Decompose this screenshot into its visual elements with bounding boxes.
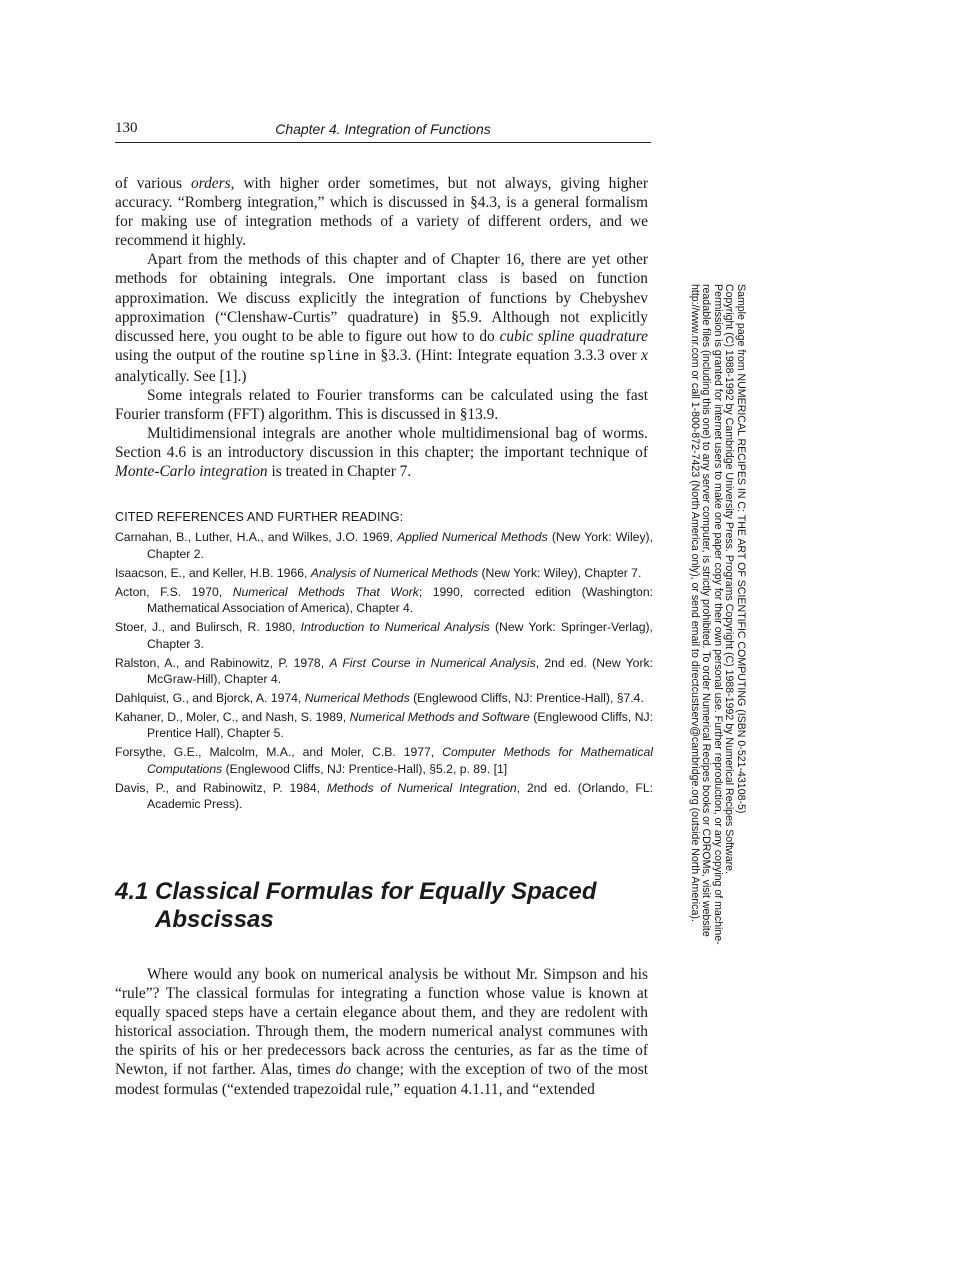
text-run: Where would any book on numerical analysis be without Mr. Simpson and his “rule”? The classical formulas for integrating a function whose value is known at equally spaced steps have a certain elegance about them, and they are redolent with historical association. Through them, the modern numerical analyst communes with the spirits of his or her predecessors back across the centuries, as far as the time of Newton, if not farther. Alas, times bbox=[115, 966, 648, 1079]
emphasis-text: Analysis of Numerical Methods bbox=[310, 565, 479, 580]
references-heading: CITED REFERENCES AND FURTHER READING: bbox=[115, 510, 404, 524]
reference-item bbox=[115, 529, 653, 562]
emphasis-text: A First Course in Numerical Analysis bbox=[329, 655, 536, 670]
reference-item bbox=[115, 709, 653, 742]
text-run: Kahaner, D., Moler, C., and Nash, S. 1989, bbox=[115, 710, 350, 725]
text-run: Davis, P., and Rabinowitz, P. 1984, bbox=[115, 780, 327, 795]
paragraph bbox=[115, 386, 648, 424]
text-run: is treated in Chapter 7. bbox=[267, 463, 412, 481]
paragraph bbox=[115, 424, 648, 481]
text-run: Multidimensional integrals are another whole multidimensional bag of worms. Section 4.6 is an introductory discussion in this chapter; the important technique of bbox=[115, 425, 648, 462]
text-run: Forsythe, G.E., Malcolm, M.A., and Moler, C.B. 1977, bbox=[115, 745, 443, 760]
page-number: 130 bbox=[115, 120, 138, 136]
text-run: ; 1990, corrected edition (Washington: Mathematical Association of America), Chapter 4. bbox=[147, 584, 653, 616]
reference-item bbox=[115, 655, 653, 688]
code-text: spline bbox=[309, 348, 360, 365]
text-run: analytically. See [1].) bbox=[115, 367, 247, 385]
copyright-notice bbox=[686, 284, 746, 954]
emphasis-text: Monte-Carlo integration bbox=[115, 463, 268, 481]
reference-item bbox=[115, 619, 653, 652]
text-run: Carnahan, B., Luther, H.A., and Wilkes, J.O. 1969, bbox=[115, 530, 398, 545]
notice-line: Permission is granted for internet users to make one paper copy for their own personal use. Further reproduction, or any copying of machine- bbox=[711, 284, 724, 945]
references-block bbox=[115, 509, 653, 815]
text-run: , 2nd ed. (New York: McGraw-Hill), Chapter 4. bbox=[147, 655, 653, 687]
text-run: (New York: Wiley), Chapter 7. bbox=[478, 565, 642, 580]
reference-item bbox=[115, 565, 653, 581]
text-run: (Englewood Cliffs, NJ: Prentice Hall), Chapter 5. bbox=[147, 710, 653, 741]
reference-item bbox=[115, 690, 653, 706]
emphasis-text: orders bbox=[190, 175, 231, 192]
text-run: , 2nd ed. (Orlando, FL: Academic Press). bbox=[147, 780, 654, 812]
text-run: Acton, F.S. 1970, bbox=[115, 584, 233, 599]
emphasis-text: do bbox=[335, 1061, 352, 1079]
notice-line: http://www.nr.com or call 1-800-872-7423 (North America only), or send email to directcustserv@cambridge.org (outside North America). bbox=[688, 284, 701, 922]
running-title: Chapter 4. Integration of Functions bbox=[275, 121, 491, 137]
text-run: (Englewood Cliffs, NJ: Prentice-Hall), §5.2, p. 89. [1] bbox=[222, 761, 508, 776]
text-run: (New York: Springer-Verlag), Chapter 3. bbox=[147, 620, 654, 651]
text-run: change; with the exception of two of the most modest formulas (“extended trapezoidal rule,” equation 4.1.11, and “extended bbox=[115, 1061, 648, 1098]
text-run: of various bbox=[115, 175, 191, 192]
emphasis-text: Computer Methods for Mathematical Computations bbox=[147, 745, 653, 776]
reference-item bbox=[115, 780, 653, 813]
emphasis-text: Methods of Numerical Integration bbox=[326, 780, 517, 795]
text-run: Dahlquist, G., and Bjorck, A. 1974, bbox=[115, 691, 305, 706]
text-run: (New York: Wiley), Chapter 2. bbox=[147, 530, 654, 561]
reference-item bbox=[115, 584, 653, 617]
text-run: , with higher order sometimes, but not always, giving higher accuracy. “Romberg integration,” which is discussed in §4.3, is a general formalism for making use of integration methods of a variety of different orders, and we recommend it highly. bbox=[115, 175, 648, 250]
section-title bbox=[115, 878, 655, 934]
emphasis-text: Applied Numerical Methods bbox=[397, 530, 548, 545]
section-title-line: 4.1 Classical Formulas for Equally Spaced bbox=[115, 878, 597, 905]
emphasis-text: Numerical Methods and Software bbox=[349, 710, 530, 725]
emphasis-text: x bbox=[641, 346, 649, 364]
text-run: Stoer, J., and Bulirsch, R. 1980, bbox=[115, 620, 301, 635]
reference-item bbox=[115, 744, 653, 777]
emphasis-text: Introduction to Numerical Analysis bbox=[300, 620, 490, 635]
text-run: Isaacson, E., and Keller, H.B. 1966, bbox=[115, 565, 311, 580]
section-title-line: Abscissas bbox=[155, 906, 274, 933]
running-header bbox=[115, 120, 651, 143]
notice-line: readable files (including this one) to any server computer, is strictly prohibited. To order Numerical Recipes books or CDROMs, visit website bbox=[700, 284, 713, 937]
emphasis-text: Numerical Methods bbox=[304, 691, 410, 706]
text-run: Ralston, A., and Rabinowitz, P. 1978, bbox=[115, 655, 330, 670]
text-run: (Englewood Cliffs, NJ: Prentice-Hall), §7.4. bbox=[409, 691, 644, 706]
text-run: using the output of the routine bbox=[115, 346, 310, 364]
paragraph bbox=[115, 965, 648, 1099]
notice-line: Copyright (C) 1988-1992 by Cambridge University Press. Programs Copyright (C) 1988-1992 by Numerical Recipes Software. bbox=[723, 284, 736, 874]
text-run: in §3.3. (Hint: Integrate equation 3.3.3 over bbox=[359, 346, 642, 364]
emphasis-text: cubic spline quadrature bbox=[499, 327, 648, 345]
text-run: Some integrals related to Fourier transforms can be calculated using the fast Fourier transform (FFT) algorithm. This is discussed in §13.9. bbox=[115, 387, 648, 424]
intro-text bbox=[115, 174, 648, 482]
notice-line: Sample page from NUMERICAL RECIPES IN C: THE ART OF SCIENTIFIC COMPUTING (ISBN 0-521-43108-5) bbox=[735, 284, 747, 814]
paragraph bbox=[115, 250, 648, 386]
text-run: Apart from the methods of this chapter and of Chapter 16, there are yet other methods for obtaining integrals. One important class is based on function approximation. We discuss explicitly the integration of functions by Chebyshev approximation (“Clenshaw-Curtis” quadrature) in §5.9. Although not explicitly discussed here, you ought to be able to figure out how to do bbox=[115, 251, 648, 345]
section-text bbox=[115, 965, 648, 1099]
paragraph bbox=[115, 174, 648, 250]
emphasis-text: Numerical Methods That Work bbox=[232, 584, 419, 599]
